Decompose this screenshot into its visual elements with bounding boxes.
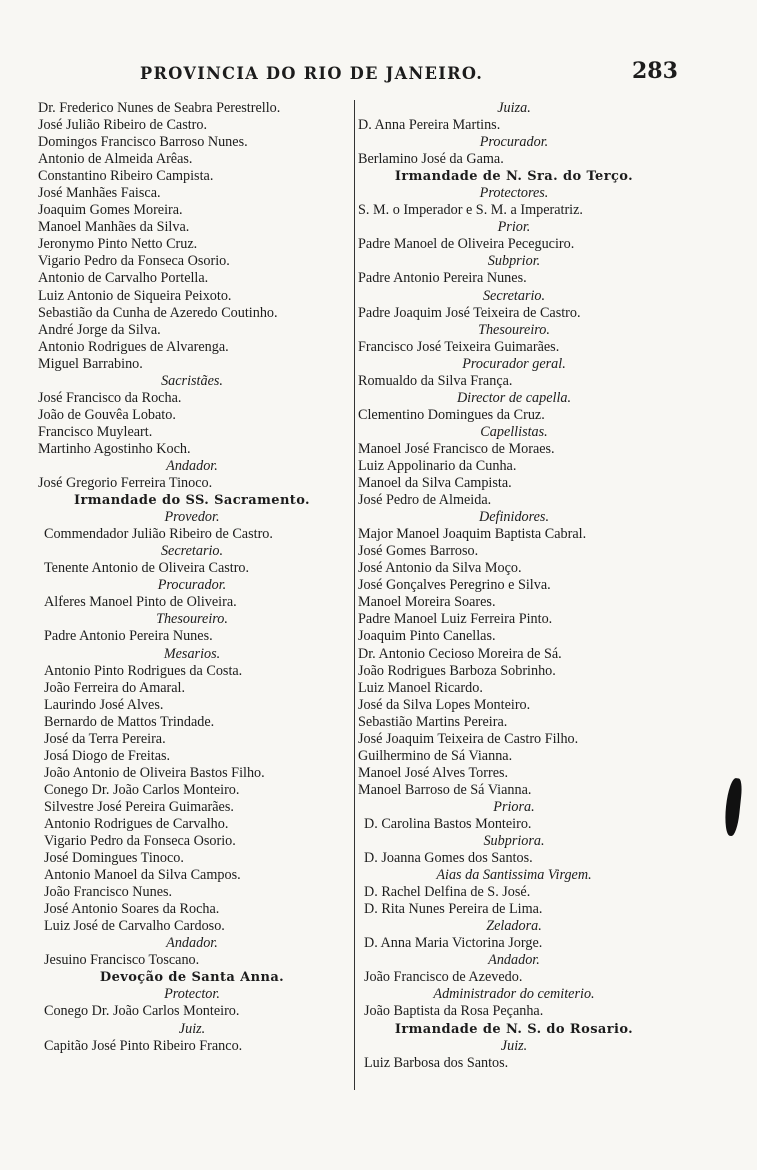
entry-line: João Antonio de Oliveira Bastos Filho. bbox=[44, 764, 265, 781]
section-subheading: Thesoureiro. bbox=[156, 611, 228, 628]
section-subheading: Juiz. bbox=[178, 1020, 206, 1037]
entry-line: D. Joanna Gomes dos Santos. bbox=[364, 850, 533, 867]
entry-line: Manoel José Francisco de Moraes. bbox=[358, 440, 555, 457]
section-subheading: Procurador geral. bbox=[462, 355, 566, 372]
entry-line: José Antonio Soares da Rocha. bbox=[44, 901, 220, 918]
entry-line: Antonio Rodrigues de Carvalho. bbox=[44, 815, 229, 832]
entry-line: Vigario Pedro da Fonseca Osorio. bbox=[44, 833, 236, 850]
entry-line: Commendador Julião Ribeiro de Castro. bbox=[44, 526, 273, 543]
ink-blot bbox=[723, 777, 743, 836]
entry-line: José Manhães Faisca. bbox=[38, 185, 161, 202]
entry-line: Sebastião Martins Pereira. bbox=[358, 713, 508, 730]
section-subheading: Priora. bbox=[493, 798, 535, 815]
entry-line: Bernardo de Mattos Trindade. bbox=[44, 713, 215, 730]
entry-line: Josá Diogo de Freitas. bbox=[44, 747, 171, 764]
section-subheading: Secretario. bbox=[482, 287, 546, 304]
section-heading: Irmandade de N. Sra. do Terço. bbox=[394, 169, 634, 185]
section-subheading: Thesoureiro. bbox=[478, 321, 550, 338]
right-column bbox=[354, 100, 670, 1090]
section-subheading: Sacristães. bbox=[161, 372, 223, 389]
entry-line: José Pedro de Almeida. bbox=[358, 492, 492, 509]
entry-line: Luiz Antonio de Siqueira Peixoto. bbox=[38, 287, 232, 304]
entry-line: José da Silva Lopes Monteiro. bbox=[358, 696, 531, 713]
section-subheading: Mesarios. bbox=[163, 645, 221, 662]
entry-line: Luiz Manoel Ricardo. bbox=[358, 679, 483, 696]
section-subheading: Aias da Santissima Virgem. bbox=[436, 867, 592, 884]
entry-line: Alferes Manoel Pinto de Oliveira. bbox=[44, 594, 237, 611]
entry-line: José Julião Ribeiro de Castro. bbox=[38, 117, 208, 134]
entry-line: Jesuino Francisco Toscano. bbox=[44, 952, 200, 969]
entry-line: Francisco José Teixeira Guimarães. bbox=[358, 338, 560, 355]
entry-line: André Jorge da Silva. bbox=[38, 321, 161, 338]
entry-line: Constantino Ribeiro Campista. bbox=[38, 168, 214, 185]
entry-line: Miguel Barrabino. bbox=[38, 355, 143, 372]
entry-line: Dr. Antonio Cecioso Moreira de Sá. bbox=[358, 645, 562, 662]
entry-line: Capitão José Pinto Ribeiro Franco. bbox=[44, 1037, 243, 1054]
entry-line: Guilhermino de Sá Vianna. bbox=[358, 747, 513, 764]
entry-line: Domingos Francisco Barroso Nunes. bbox=[38, 134, 248, 151]
entry-line: D. Carolina Bastos Monteiro. bbox=[364, 815, 532, 832]
section-subheading: Subprior. bbox=[487, 253, 541, 270]
entry-line: Romualdo da Silva França. bbox=[358, 372, 513, 389]
entry-line: D. Rita Nunes Pereira de Lima. bbox=[364, 901, 543, 918]
section-subheading: Juiz. bbox=[500, 1037, 528, 1054]
entry-line: José Francisco da Rocha. bbox=[38, 389, 182, 406]
entry-line: Padre Antonio Pereira Nunes. bbox=[358, 270, 527, 287]
page-header bbox=[0, 58, 757, 92]
entry-line: Major Manoel Joaquim Baptista Cabral. bbox=[358, 526, 587, 543]
section-subheading: Administrador do cemiterio. bbox=[433, 986, 595, 1003]
entry-line: Joaquim Gomes Moreira. bbox=[38, 202, 183, 219]
entry-line: José Gonçalves Peregrino e Silva. bbox=[358, 577, 551, 594]
section-subheading: Prior. bbox=[497, 219, 531, 236]
entry-line: Berlamino José da Gama. bbox=[358, 151, 504, 168]
section-subheading: Juiza. bbox=[497, 100, 531, 116]
entry-line: Joaquim Pinto Canellas. bbox=[358, 628, 496, 645]
entry-line: Silvestre José Pereira Guimarães. bbox=[44, 798, 234, 815]
entry-line: Padre Manoel Luiz Ferreira Pinto. bbox=[358, 611, 553, 628]
section-subheading: Director de capella. bbox=[456, 389, 572, 406]
entry-line: Laurindo José Alves. bbox=[44, 696, 164, 713]
entry-line: Antonio Pinto Rodrigues da Costa. bbox=[44, 662, 243, 679]
section-heading: Irmandade do SS. Sacramento. bbox=[74, 493, 310, 509]
entry-line: João Baptista da Rosa Peçanha. bbox=[364, 1003, 544, 1020]
section-subheading: Andador. bbox=[166, 935, 218, 952]
entry-line: S. M. o Imperador e S. M. a Imperatriz. bbox=[358, 202, 583, 219]
entry-line: José da Terra Pereira. bbox=[44, 730, 166, 747]
section-subheading: Protector. bbox=[164, 986, 220, 1003]
entry-line: Vigario Pedro da Fonseca Osorio. bbox=[38, 253, 230, 270]
entry-line: José Domingues Tinoco. bbox=[44, 850, 184, 867]
entry-line: Conego Dr. João Carlos Monteiro. bbox=[44, 781, 240, 798]
entry-line: João Francisco de Azevedo. bbox=[364, 969, 523, 986]
section-subheading: Provedor. bbox=[164, 509, 220, 526]
entry-line: João de Gouvêa Lobato. bbox=[38, 406, 176, 423]
entry-line: Martinho Agostinho Koch. bbox=[38, 440, 191, 457]
entry-line: Antonio Manoel da Silva Campos. bbox=[44, 867, 241, 884]
entry-line: João Ferreira do Amaral. bbox=[44, 679, 186, 696]
section-heading: Irmandade de N. S. do Rosario. bbox=[394, 1021, 634, 1037]
entry-line: Padre Manoel de Oliveira Peceguciro. bbox=[358, 236, 575, 253]
section-subheading: Definidores. bbox=[478, 509, 549, 526]
entry-line: Luiz Barbosa dos Santos. bbox=[364, 1054, 509, 1071]
section-subheading: Zeladora. bbox=[486, 918, 542, 935]
section-subheading: Procurador. bbox=[479, 134, 549, 151]
entry-line: D. Rachel Delfina de S. José. bbox=[364, 884, 531, 901]
entry-line: D. Anna Maria Victorina Jorge. bbox=[364, 935, 543, 952]
entry-line: Antonio Rodrigues de Alvarenga. bbox=[38, 338, 229, 355]
entry-line: Luiz José de Carvalho Cardoso. bbox=[44, 918, 225, 935]
entry-line: Conego Dr. João Carlos Monteiro. bbox=[44, 1003, 240, 1020]
entry-line: Francisco Muyleart. bbox=[38, 423, 153, 440]
entry-line: José Gomes Barroso. bbox=[358, 543, 479, 560]
entry-line: José Joaquim Teixeira de Castro Filho. bbox=[358, 730, 579, 747]
section-subheading: Secretario. bbox=[160, 543, 224, 560]
entry-line: Manoel da Silva Campista. bbox=[358, 475, 512, 492]
entry-line: João Rodrigues Barboza Sobrinho. bbox=[358, 662, 556, 679]
entry-line: Dr. Frederico Nunes de Seabra Perestrello. bbox=[38, 100, 281, 116]
entry-line: Padre Joaquim José Teixeira de Castro. bbox=[358, 304, 581, 321]
page-number: 283 bbox=[632, 58, 678, 84]
section-heading: Devoção de Santa Anna. bbox=[99, 970, 285, 986]
entry-line: Clementino Domingues da Cruz. bbox=[358, 406, 545, 423]
left-column bbox=[38, 100, 346, 1055]
entry-line: João Francisco Nunes. bbox=[44, 884, 173, 901]
section-subheading: Andador. bbox=[488, 952, 540, 969]
section-subheading: Capellistas. bbox=[480, 423, 548, 440]
entry-line: José Gregorio Ferreira Tinoco. bbox=[38, 475, 213, 492]
entry-line: Sebastião da Cunha de Azeredo Coutinho. bbox=[38, 304, 278, 321]
entry-line: Manoel Barroso de Sá Vianna. bbox=[358, 781, 532, 798]
entry-line: Manoel Moreira Soares. bbox=[358, 594, 496, 611]
entry-line: José Antonio da Silva Moço. bbox=[358, 560, 522, 577]
entry-line: Antonio de Carvalho Portella. bbox=[38, 270, 209, 287]
section-subheading: Andador. bbox=[166, 457, 218, 474]
section-subheading: Protectores. bbox=[479, 185, 549, 202]
entry-line: Luiz Appolinario da Cunha. bbox=[358, 457, 517, 474]
entry-line: Tenente Antonio de Oliveira Castro. bbox=[44, 560, 250, 577]
section-subheading: Subpriora. bbox=[483, 833, 545, 850]
entry-line: Antonio de Almeida Arêas. bbox=[38, 151, 193, 168]
page-title: PROVINCIA DO RIO DE JANEIRO. bbox=[140, 64, 484, 84]
entry-line: D. Anna Pereira Martins. bbox=[358, 117, 501, 134]
entry-line: Manoel Manhães da Silva. bbox=[38, 219, 190, 236]
entry-line: Padre Antonio Pereira Nunes. bbox=[44, 628, 213, 645]
section-subheading: Procurador. bbox=[157, 577, 227, 594]
entry-line: Manoel José Alves Torres. bbox=[358, 764, 509, 781]
entry-line: Jeronymo Pinto Netto Cruz. bbox=[38, 236, 198, 253]
